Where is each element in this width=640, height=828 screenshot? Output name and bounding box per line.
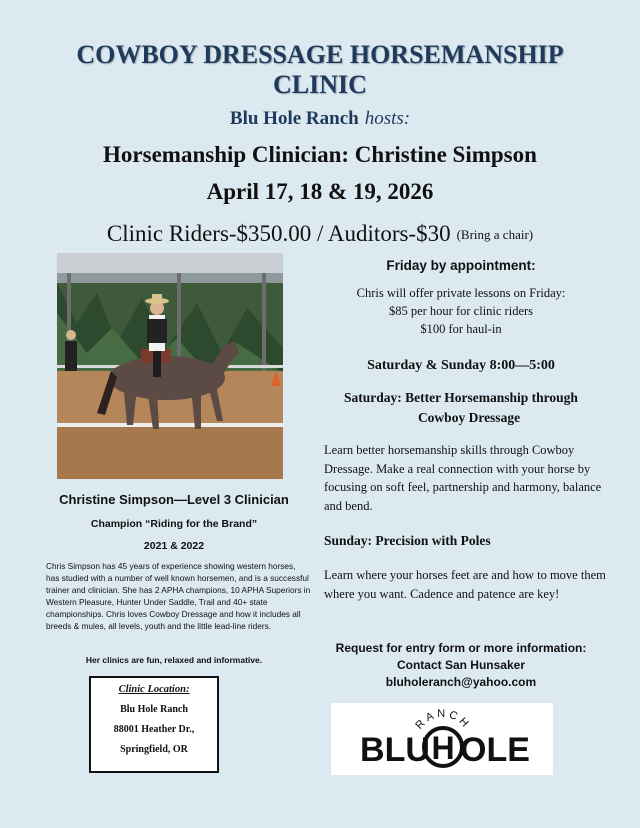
clinic-dates: April 17, 18 & 19, 2026 xyxy=(206,179,434,204)
sunday-description: Learn where your horses feet are and how to move them where you want. Cadence and patence are key! xyxy=(324,568,606,601)
friday-line: $85 per hour for clinic riders xyxy=(388,304,534,318)
host-name: Blu Hole Ranch xyxy=(229,108,359,129)
weekend-hours: Saturday & Sunday 8:00—5:00 xyxy=(367,358,555,373)
host-line xyxy=(0,108,640,130)
saturday-heading-line: Cowboy Dressage xyxy=(417,410,521,425)
request-line: Request for entry form or more information: xyxy=(335,641,587,655)
hosts-word: hosts: xyxy=(364,108,411,129)
pricing-line xyxy=(0,221,640,247)
location-city: Springfield, OR xyxy=(120,744,188,755)
saturday-description: Learn better horsemanship skills through Cowboy Dressage. Make a real connection with your horse by focusing on soft feel, partnership and harmony, balance and bend. xyxy=(324,443,602,513)
contact-name: Contact San Hunsaker xyxy=(396,658,526,672)
sunday-heading: Sunday: Precision with Poles xyxy=(324,533,491,548)
clinician-title: Christine Simpson—Level 3 Clinician xyxy=(59,492,289,507)
pricing-text: Clinic Riders-$350.00 / Auditors-$30 xyxy=(106,221,451,246)
ranch-logo-graphic xyxy=(331,703,553,775)
horse-rider-illustration xyxy=(57,253,283,479)
clinician-heading: Horsemanship Clinician: Christine Simpson xyxy=(103,142,537,167)
clinician-bio: Chris Simpson has 45 years of experience showing western horses, has studied with a number of well known horsemen, and is a successful trainer and clinician. She has 2 APHA champions, 10 APHA Superiors in Western Pleasure, Hunter Under Saddle, Trail and 40+ state championships. Chris loves Cowboy Dressage and how it includes all breeds & mules, all levels, youth and the little lead-line riders. xyxy=(46,561,311,631)
champion-years: 2021 & 2022 xyxy=(143,540,205,552)
clinician-photo xyxy=(57,253,283,479)
logo-arc-text: RANCH xyxy=(413,707,473,732)
saturday-heading xyxy=(318,388,604,428)
clinic-tagline: Her clinics are fun, relaxed and informative. xyxy=(85,655,263,665)
page-title xyxy=(0,40,640,100)
logo-word-left: BLU xyxy=(360,731,430,769)
logo-word-right: OLE xyxy=(460,731,530,769)
title-line-1: COWBOY DRESSAGE HORSEMANSHIP xyxy=(76,40,564,69)
pricing-note: (Bring a chair) xyxy=(456,227,534,242)
friday-line: Chris will offer private lessons on Friday: xyxy=(356,286,566,300)
location-title: Clinic Location: xyxy=(118,684,190,695)
contact-email[interactable]: bluholeranch@yahoo.com xyxy=(385,675,537,689)
saturday-heading-line: Saturday: Better Horsemanship through xyxy=(344,390,578,405)
clinic-location-box xyxy=(89,676,219,773)
champion-title: Champion “Riding for the Brand” xyxy=(90,518,258,530)
title-line-2: CLINIC xyxy=(273,70,367,99)
friday-line: $100 for haul-in xyxy=(420,322,502,336)
location-street: 88001 Heather Dr., xyxy=(113,724,195,735)
location-name: Blu Hole Ranch xyxy=(120,704,188,715)
contact-info xyxy=(318,640,604,691)
logo-center-letter: H xyxy=(431,730,455,766)
friday-heading: Friday by appointment: xyxy=(386,258,536,273)
friday-details xyxy=(318,284,604,338)
blu-hole-ranch-logo xyxy=(331,703,553,775)
